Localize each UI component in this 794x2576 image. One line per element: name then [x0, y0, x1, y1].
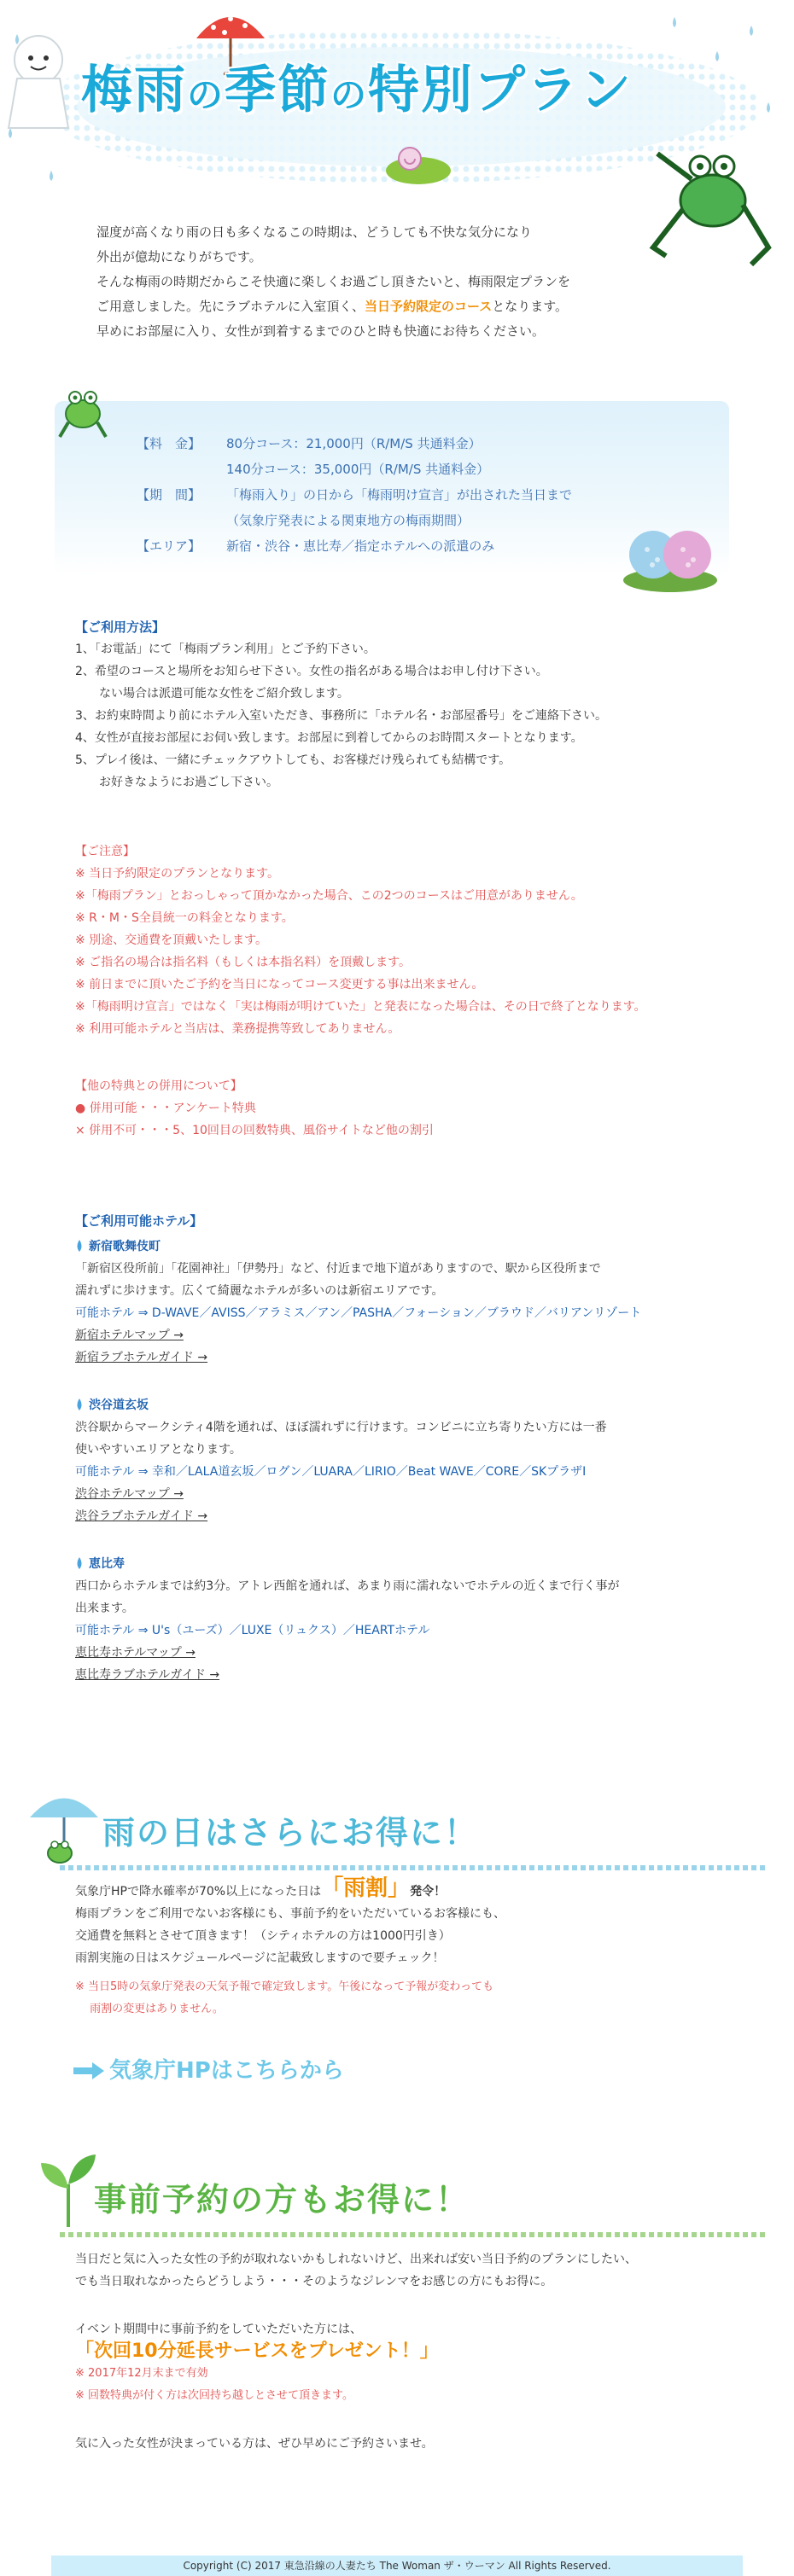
advance-band-divider	[60, 2232, 768, 2237]
note-item: ※「梅雨明け宣言」ではなく「実は梅雨が明けていた」と発表になった場合は、その日で終了となります。	[75, 1000, 646, 1014]
usage-step: 3、お約束時間より前にホテル入室いただき、事務所に「ホテル名・お部屋番号」をご連絡下さい。	[75, 709, 607, 723]
hotels-section	[75, 1210, 750, 1686]
small-frog-icon	[53, 375, 113, 444]
ebisu-guide-link[interactable]: 恵比寿ラブホテルガイド →	[75, 1668, 220, 1682]
usage-step: ない場合は派遣可能な女性をご紹介致します。	[75, 687, 349, 701]
rainy-band-divider	[60, 1865, 768, 1870]
note-item: ※ 別途、交通費を頂戴いたします。	[75, 933, 268, 947]
plan-period-row: 【期 間】 「梅雨入り」の日から「梅雨明け宣言」が出された当日まで	[137, 487, 573, 503]
jma-link-button[interactable]: 気象庁HPはこちらから	[73, 2052, 344, 2091]
shinjuku-hotel-list: 可能ホテル ⇒ D-WAVE／AVISS／アラミス／アン／PASHA／フォーション／ブラウド／バリアンリゾート	[75, 1306, 642, 1320]
hotel-area-ebisu: 恵比寿 西口からホテルまでは約3分。アトレ西館を通れば、あまり雨に濡れないでホテルの近くまで行く事が 出来ます。 可能ホテル ⇒ U's（ユーズ）／LUXE（リュクス）／HEARTホテル 恵比寿ホテルマップ → 恵比寿ラブホテルガイド →	[75, 1553, 750, 1686]
usage-step: 4、女性が直接お部屋にお伺い致します。お部屋に到着してからのお時間スタートとなります。	[75, 731, 583, 745]
snail-leaf-illustration	[376, 137, 452, 188]
usage-heading: 【ご利用方法】	[75, 619, 166, 635]
notes-heading: 【ご注意】	[75, 845, 135, 858]
arrow-right-icon	[73, 2062, 104, 2079]
water-drop-icon	[75, 1557, 84, 1569]
usage-step: お好きなようにお過ごし下さい。	[75, 776, 278, 789]
advance-band	[26, 2172, 768, 2248]
note-item: ※ 利用可能ホテルと当店は、業務提携等致してありません。	[75, 1022, 400, 1036]
teru-teru-bozu-illustration	[0, 26, 77, 137]
usage-step: 5、プレイ後は、一緒にチェックアウトしても、お客様だけ残られても結構です。	[75, 753, 511, 767]
shinjuku-guide-link[interactable]: 新宿ラブホテルガイド →	[75, 1351, 208, 1364]
plan-details	[137, 431, 692, 559]
closing-text: 気に入った女性が決まっている方は、ぜひ早めにご予約さいませ。	[75, 2437, 434, 2451]
rainy-note: ※ 当日5時の気象庁発表の天気予報で確定致します。午後になって予報が変わっても	[75, 1980, 494, 1993]
rain-discount-badge: 「雨割」	[321, 1875, 411, 1901]
combo-section	[75, 1075, 750, 1142]
usage-section	[75, 616, 750, 794]
plan-period-note-row: （気象庁発表による関東地方の梅雨期間）	[226, 513, 470, 528]
note-item: ※「梅雨プラン」とおっしゃって頂かなかった場合、この2つのコースはご用意がありません。	[75, 889, 583, 903]
ebisu-map-link[interactable]: 恵比寿ホテルマップ →	[75, 1646, 196, 1660]
rainy-day-band	[26, 1805, 768, 1881]
hotel-area-shibuya: 渋谷道玄坂 渋谷駅からマークシティ4階を通れば、ほぼ濡れずに行けます。コンビニに立ち寄りたい方には一番 使いやすいエリアとなります。 可能ホテル ⇒ 幸和／LALA道玄坂／ログン／LUARA／LIRIO／Beat WAVE／CORE／SKプラザⅠ 渋谷ホテルマップ → 渋谷ラブホテルガイド →	[75, 1394, 750, 1527]
plan-area-row: 【エリア】 新宿・渋谷・恵比寿／指定ホテルへの派遣のみ	[137, 538, 495, 554]
note-item: ※ 当日予約限定のプランとなります。	[75, 867, 280, 881]
water-drop-icon	[75, 1398, 84, 1410]
intro-text: 湿度が高くなり雨の日も多くなるこの時期は、どうしても不快な気分になり 外出が億劫になりがちです。 そんな梅雨の時期だからこそ快適に楽しくお過ごし頂きたいと、梅雨限定プランを ご用意しました。先にラブホテルに入室頂く、当日予約限定のコースとなります。 早めにお部屋に入り、女性が到着するまでのひと時も快適にお待ちください。	[96, 224, 571, 339]
hotels-heading: 【ご利用可能ホテル】	[75, 1213, 203, 1229]
note-item: ※ R・M・S全員統一の料金となります。	[75, 911, 294, 925]
plan-price-row-140: 140分コース：35,000円（R/M/S 共通料金）	[226, 462, 490, 477]
note-item: ※ 前日までに頂いたご予約を当日になってコース変更する事は出来ません。	[75, 978, 484, 991]
shinjuku-map-link[interactable]: 新宿ホテルマップ →	[75, 1329, 184, 1342]
note-item: ※ ご指名の場合は指名料（もしくは本指名料）を頂戴します。	[75, 956, 412, 969]
ebisu-hotel-list: 可能ホテル ⇒ U's（ユーズ）／LUXE（リュクス）／HEARTホテル	[75, 1624, 430, 1637]
shibuya-hotel-list: 可能ホテル ⇒ 幸和／LALA道玄坂／ログン／LUARA／LIRIO／Beat WAVE／CORE／SKプラザⅠ	[75, 1465, 587, 1479]
shibuya-guide-link[interactable]: 渋谷ラブホテルガイド →	[75, 1509, 208, 1523]
shibuya-map-link[interactable]: 渋谷ホテルマップ →	[75, 1487, 184, 1501]
footer-copyright: Copyright (C) 2017 東急沿線の人妻たち The Woman ザ・ウーマン All Rights Reserved.	[51, 2556, 743, 2576]
rainy-section: 気象庁HPで降水確率が70%以上になった日は「雨割」発令！ 梅雨プランをご利用でないお客様にも、事前予約をいただいているお客様にも、 交通費を無料とさせて頂きます！（シティホテルの方は1000円引き） 雨割実施の日はスケジュールページに記載致しますので要チェック！ ※ 当日5時の気象庁発表の天気予報で確定致します。午後になって予報が変わっても 雨割の変更はありません。	[75, 1877, 750, 2021]
combo-allowed: ● 併用可能・・・アンケート特典	[75, 1102, 256, 1115]
notes-section	[75, 840, 750, 1040]
page-title: 梅雨の季節の特別プラン	[81, 61, 633, 120]
advance-title: 事前予約の方もお得に！	[94, 2181, 470, 2218]
usage-step: 2、希望のコースと場所をお知らせ下さい。女性の指名がある場合はお申し付け下さい。	[75, 665, 548, 678]
advance-note: ※ 回数特典が付く方は次回持ち越しとさせて頂きます。	[75, 2389, 353, 2402]
advance-section: 当日だと気に入った女性の予約が取れないかもしれないけど、出来れば安い当日予約のプランにしたい、 でも当日取れなかったらどうしよう・・・そのようなジレンマをお感じの方にもお得に。 イベント期間中に事前予約をしていただいた方には、 「次回10分延長サービスをプレゼント！」 ※ 2017年12月末まで有効 ※ 回数特典が付く方は次回持ち越しとさせて頂きます。 気に入った女性が決まっている方は、ぜひ早めにご予約さいませ。	[75, 2248, 750, 2455]
present-headline: 「次回10分延長サービスをプレゼント！」	[75, 2340, 439, 2362]
rainy-note: 雨割の変更はありません。	[75, 2003, 224, 2015]
combo-heading: 【他の特典との併用について】	[75, 1079, 242, 1093]
usage-step: 1、「お電話」にて「梅雨プラン利用」とご予約下さい。	[75, 643, 376, 656]
advance-note: ※ 2017年12月末まで有効	[75, 2367, 208, 2380]
plan-price-row-80: 【料 金】 80分コース：21,000円（R/M/S 共通料金）	[137, 436, 482, 451]
hotel-area-shinjuku: 新宿歌舞伎町 「新宿区役所前」「花園神社」「伊勢丹」など、付近まで地下道がありますので、駅から区役所まで 濡れずに歩けます。広くて綺麗なホテルが多いのは新宿エリアです。 可能ホテル ⇒ D-WAVE／AVISS／アラミス／アン／PASHA／フォーション／ブラウド／バリアンリゾート 新宿ホテルマップ → 新宿ラブホテルガイド →	[75, 1236, 750, 1369]
same-day-highlight: 当日予約限定のコース	[364, 299, 493, 314]
rainy-day-title: 雨の日はさらにお得に！	[102, 1814, 479, 1852]
water-drop-icon	[75, 1240, 84, 1252]
combo-not-allowed: × 併用不可・・・5、10回目の回数特典、風俗サイトなど他の割引	[75, 1124, 434, 1137]
